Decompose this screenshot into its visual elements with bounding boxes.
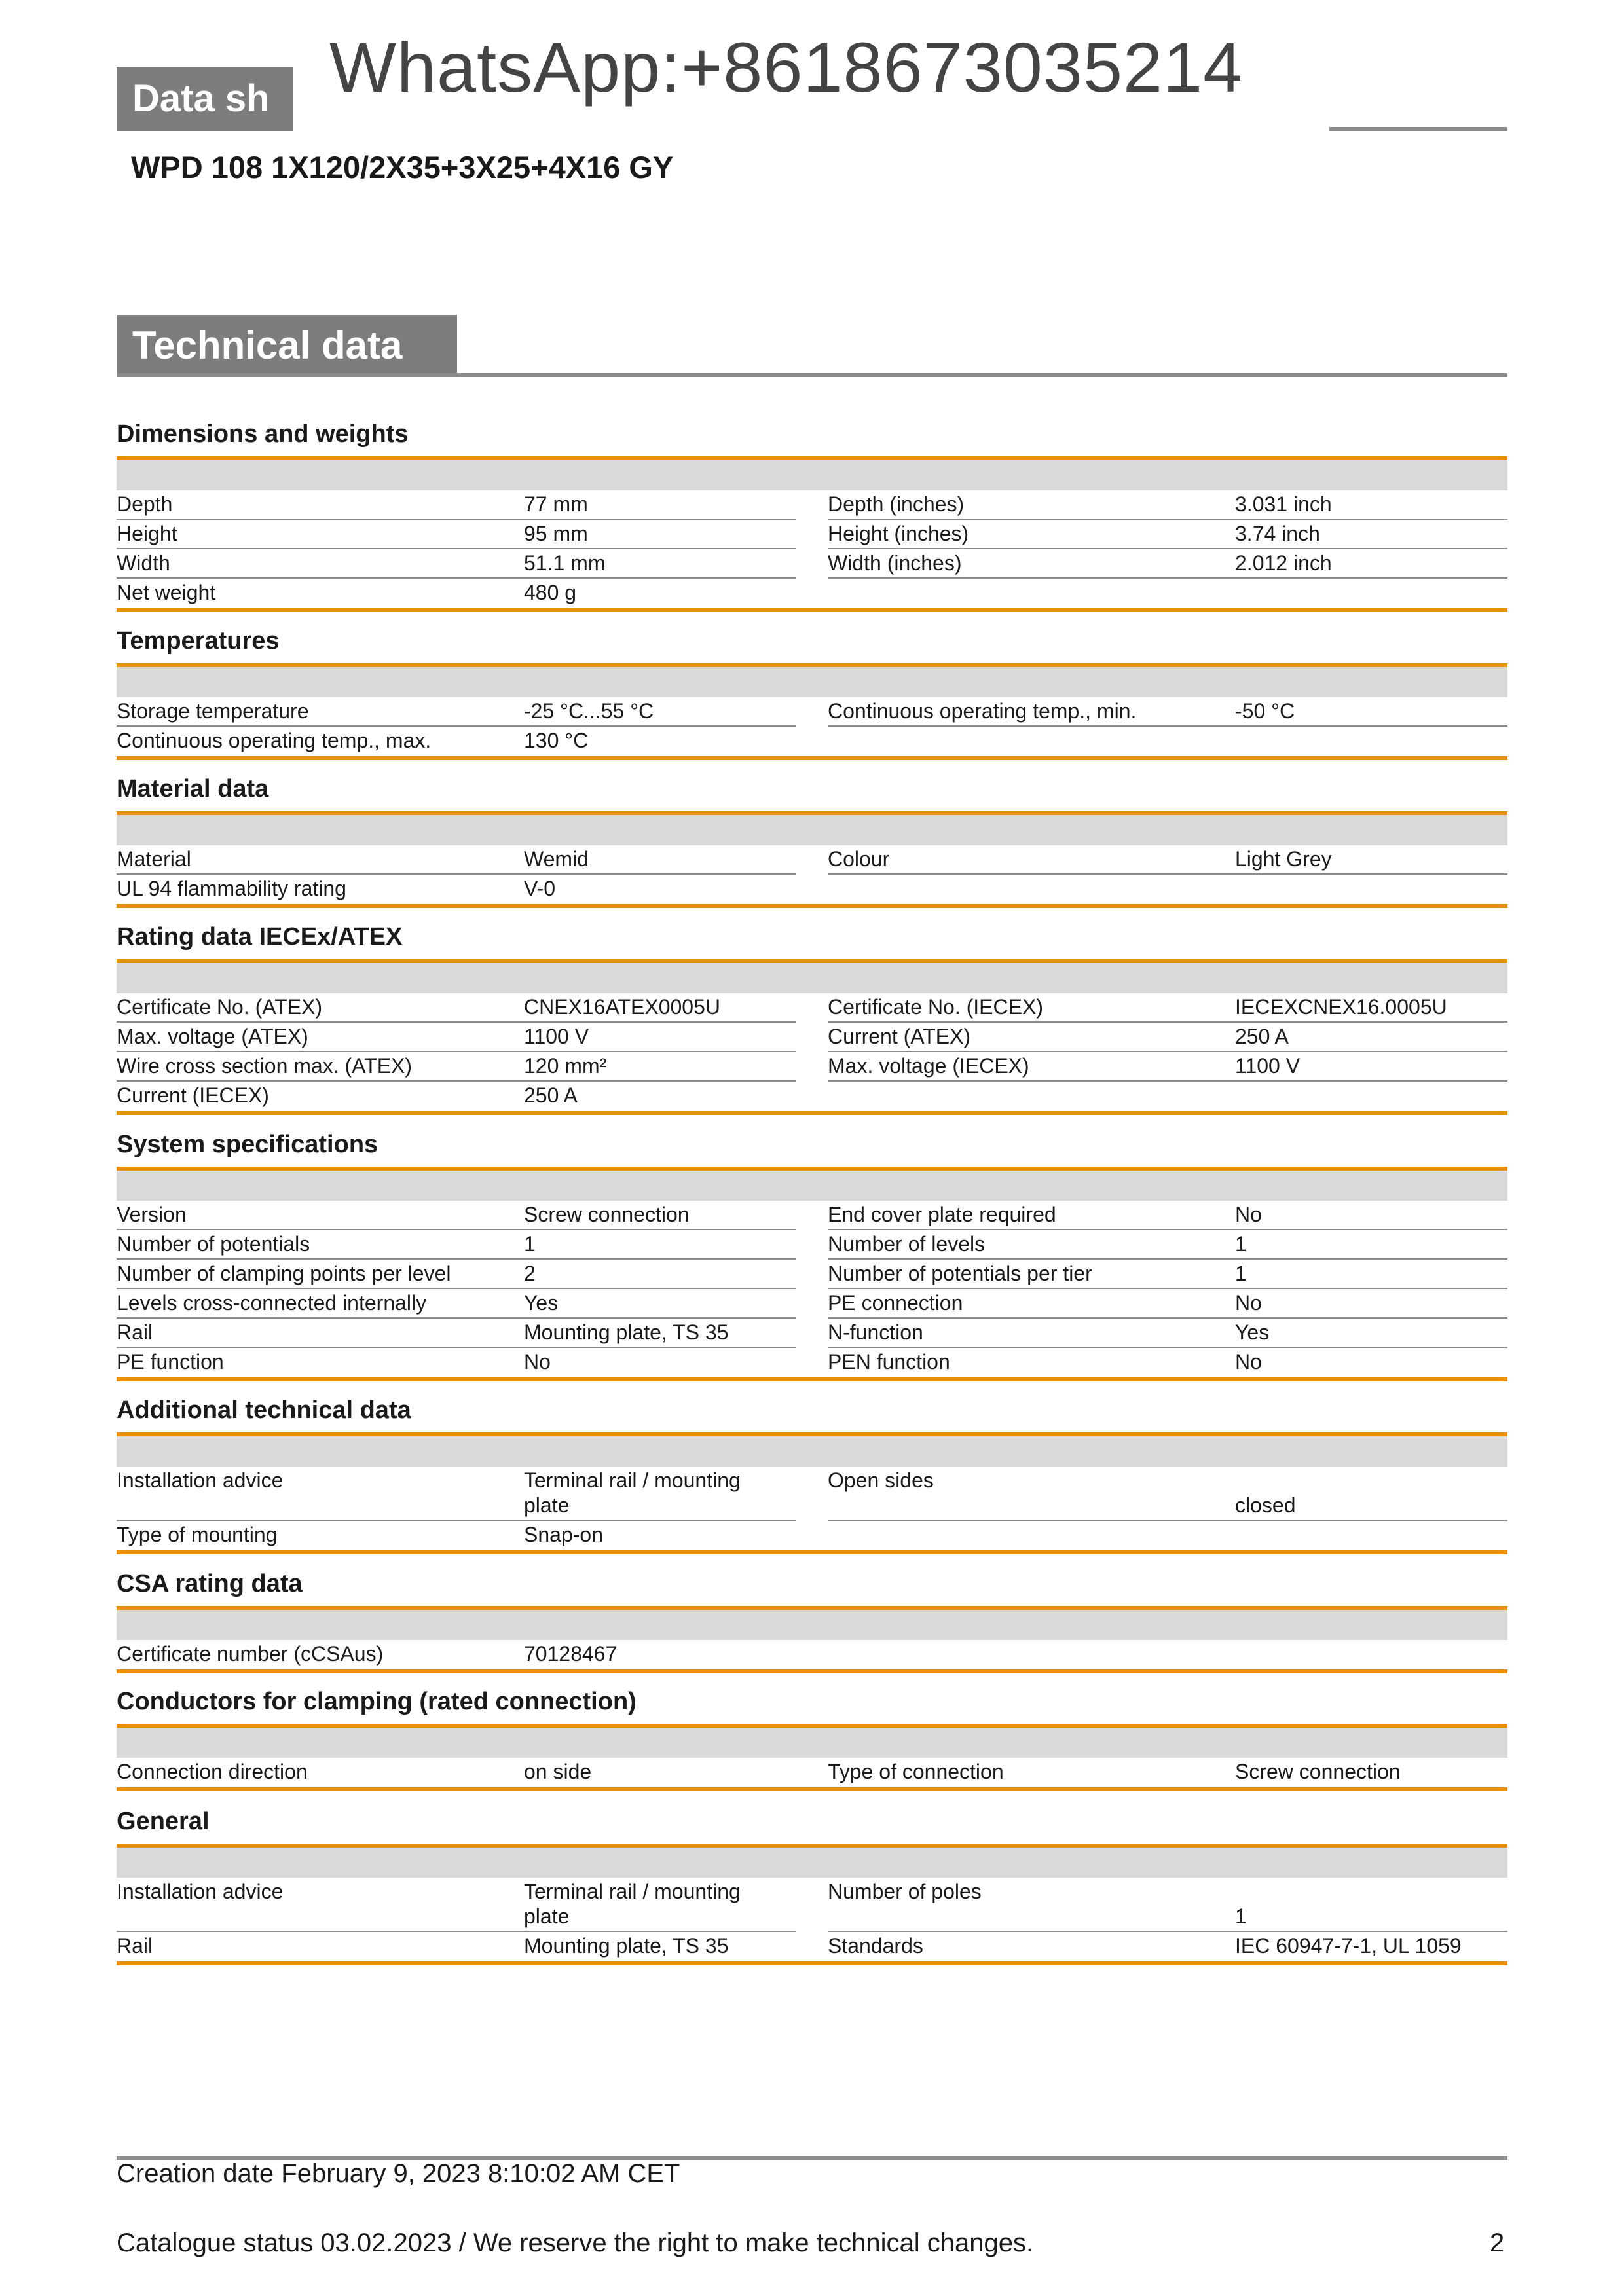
spec-label: Net weight xyxy=(117,581,216,604)
row-divider xyxy=(828,577,1507,579)
spec-value: No xyxy=(1235,1203,1262,1226)
spec-value: 3.031 inch xyxy=(1235,492,1332,516)
spec-label: Certificate number (cCSAus) xyxy=(117,1642,384,1666)
contact-overlay: WhatsApp:+8618673035214 xyxy=(298,0,1326,134)
page-number: 2 xyxy=(1490,2229,1505,2257)
spec-value: 250 A xyxy=(1235,1025,1289,1048)
row-divider xyxy=(828,548,1507,549)
spec-label: Standards xyxy=(828,1934,923,1958)
row-divider xyxy=(117,725,796,727)
spec-value: 95 mm xyxy=(524,522,588,545)
section-header-band xyxy=(117,1171,1507,1201)
row-divider xyxy=(117,1080,796,1082)
spec-label: Max. voltage (IECEX) xyxy=(828,1054,1029,1078)
spec-label: N-function xyxy=(828,1321,923,1344)
section-header-band xyxy=(117,1848,1507,1878)
section-bottom-rule xyxy=(117,1961,1507,1965)
row-divider xyxy=(117,873,796,875)
spec-value: 1100 V xyxy=(1235,1054,1301,1078)
row-divider xyxy=(828,1520,1507,1521)
spec-value: No xyxy=(1235,1350,1262,1374)
product-title: WPD 108 1X120/2X35+3X25+4X16 GY xyxy=(131,150,674,185)
spec-value: 51.1 mm xyxy=(524,551,606,575)
spec-value: No xyxy=(524,1350,551,1374)
datasheet-header-tag: Data sh xyxy=(117,67,293,131)
row-divider xyxy=(117,1931,796,1932)
spec-label: End cover plate required xyxy=(828,1203,1056,1226)
row-divider xyxy=(117,577,796,579)
spec-value: closed xyxy=(1235,1493,1296,1517)
section-title: Material data xyxy=(117,775,269,803)
spec-label: Storage temperature xyxy=(117,699,309,723)
spec-value: 250 A xyxy=(524,1084,578,1107)
spec-label: Width (inches) xyxy=(828,551,962,575)
spec-value: 2 xyxy=(524,1262,536,1285)
spec-value: 1 xyxy=(1235,1904,1247,1928)
row-divider xyxy=(828,519,1507,520)
technical-data-divider xyxy=(117,373,1507,377)
spec-value: Yes xyxy=(1235,1321,1270,1344)
row-divider xyxy=(117,1347,796,1348)
spec-value: on side xyxy=(524,1760,592,1783)
row-divider xyxy=(828,1021,1507,1023)
section-header-band xyxy=(117,1436,1507,1467)
section-header-band xyxy=(117,963,1507,993)
spec-value: 1100 V xyxy=(524,1025,589,1048)
row-divider xyxy=(117,548,796,549)
spec-value: 2.012 inch xyxy=(1235,551,1332,575)
spec-label: Width xyxy=(117,551,170,575)
spec-label: Current (ATEX) xyxy=(828,1025,971,1048)
row-divider xyxy=(117,1317,796,1319)
spec-label: Height xyxy=(117,522,177,545)
section-bottom-rule xyxy=(117,1787,1507,1791)
spec-label: Version xyxy=(117,1203,187,1226)
spec-value: 480 g xyxy=(524,581,577,604)
spec-label: Depth (inches) xyxy=(828,492,965,516)
spec-label: Certificate No. (IECEX) xyxy=(828,995,1043,1019)
section-title: Additional technical data xyxy=(117,1396,411,1424)
spec-label: Type of mounting xyxy=(117,1523,278,1546)
spec-label: Wire cross section max. (ATEX) xyxy=(117,1054,413,1078)
section-header-band xyxy=(117,1728,1507,1758)
section-bottom-rule xyxy=(117,1669,1507,1673)
spec-value: Mounting plate, TS 35 xyxy=(524,1934,729,1958)
spec-label: Current (IECEX) xyxy=(117,1084,269,1107)
section-bottom-rule xyxy=(117,1377,1507,1381)
technical-data-heading: Technical data xyxy=(117,315,457,376)
creation-date: Creation date February 9, 2023 8:10:02 AM CET xyxy=(117,2159,680,2188)
section-bottom-rule xyxy=(117,1111,1507,1115)
spec-value: V-0 xyxy=(524,877,556,900)
section-title: General xyxy=(117,1808,210,1835)
row-divider xyxy=(828,1347,1507,1348)
section-bottom-rule xyxy=(117,756,1507,760)
spec-label: Colour xyxy=(828,847,890,871)
spec-value: No xyxy=(1235,1291,1262,1315)
section-title: System specifications xyxy=(117,1131,378,1158)
row-divider xyxy=(117,1051,796,1052)
spec-label: Rail xyxy=(117,1934,153,1958)
section-title: Dimensions and weights xyxy=(117,420,409,448)
spec-label: Continuous operating temp., min. xyxy=(828,699,1137,723)
spec-value: 130 °C xyxy=(524,729,589,752)
spec-value: 3.74 inch xyxy=(1235,522,1320,545)
spec-value: Screw connection xyxy=(524,1203,690,1226)
row-divider xyxy=(117,1288,796,1289)
section-title: Rating data IECEx/ATEX xyxy=(117,923,403,951)
row-divider xyxy=(117,1258,796,1260)
spec-value: 77 mm xyxy=(524,492,588,516)
spec-label: Continuous operating temp., max. xyxy=(117,729,432,752)
spec-value: Mounting plate, TS 35 xyxy=(524,1321,729,1344)
row-divider xyxy=(828,1317,1507,1319)
spec-value: -50 °C xyxy=(1235,699,1295,723)
spec-label: Material xyxy=(117,847,191,871)
spec-value: 1 xyxy=(524,1232,536,1256)
spec-label: Certificate No. (ATEX) xyxy=(117,995,323,1019)
spec-label: PE function xyxy=(117,1350,224,1374)
spec-value: Yes xyxy=(524,1291,559,1315)
spec-value: Wemid xyxy=(524,847,589,871)
row-divider xyxy=(828,1080,1507,1082)
spec-label: Levels cross-connected internally xyxy=(117,1291,427,1315)
spec-value: Snap-on xyxy=(524,1523,603,1546)
spec-value: 70128467 xyxy=(524,1642,618,1666)
spec-label: Max. voltage (ATEX) xyxy=(117,1025,308,1048)
spec-label: Rail xyxy=(117,1321,153,1344)
catalogue-status: Catalogue status 03.02.2023 / We reserve the right to make technical changes. xyxy=(117,2229,1034,2257)
section-title: Temperatures xyxy=(117,627,280,655)
spec-label: Height (inches) xyxy=(828,522,969,545)
spec-value: IECEXCNEX16.0005U xyxy=(1235,995,1447,1019)
row-divider xyxy=(117,1520,796,1521)
spec-value: Terminal rail / mounting plate xyxy=(524,1468,741,1517)
header-divider xyxy=(1329,127,1507,131)
spec-label: Type of connection xyxy=(828,1760,1004,1783)
row-divider xyxy=(828,873,1507,875)
spec-value: -25 °C...55 °C xyxy=(524,699,654,723)
row-divider xyxy=(117,1229,796,1230)
section-title: CSA rating data xyxy=(117,1570,303,1597)
spec-value: Terminal rail / mounting plate xyxy=(524,1880,741,1928)
row-divider xyxy=(828,1051,1507,1052)
row-divider xyxy=(828,1229,1507,1230)
spec-value: 1 xyxy=(1235,1262,1247,1285)
spec-value: 120 mm² xyxy=(524,1054,607,1078)
section-bottom-rule xyxy=(117,904,1507,908)
spec-label: Depth xyxy=(117,492,173,516)
spec-value: CNEX16ATEX0005U xyxy=(524,995,720,1019)
spec-value: IEC 60947-7-1, UL 1059 xyxy=(1235,1934,1462,1958)
spec-label: Number of clamping points per level xyxy=(117,1262,451,1285)
spec-label: Installation advice xyxy=(117,1468,284,1492)
spec-value: Screw connection xyxy=(1235,1760,1401,1783)
row-divider xyxy=(828,725,1507,727)
spec-label: UL 94 flammability rating xyxy=(117,877,346,900)
row-divider xyxy=(828,1288,1507,1289)
row-divider xyxy=(117,1021,796,1023)
spec-label: PE connection xyxy=(828,1291,963,1315)
spec-label: Number of levels xyxy=(828,1232,986,1256)
spec-label: Number of potentials per tier xyxy=(828,1262,1092,1285)
spec-label: Number of potentials xyxy=(117,1232,310,1256)
spec-value: 1 xyxy=(1235,1232,1247,1256)
row-divider xyxy=(828,1258,1507,1260)
spec-label: Installation advice xyxy=(117,1880,284,1903)
row-divider xyxy=(117,519,796,520)
section-header-band xyxy=(117,667,1507,697)
section-bottom-rule xyxy=(117,1550,1507,1554)
section-header-band xyxy=(117,460,1507,490)
spec-label: PEN function xyxy=(828,1350,950,1374)
spec-value: Light Grey xyxy=(1235,847,1332,871)
section-bottom-rule xyxy=(117,608,1507,612)
row-divider xyxy=(828,1931,1507,1932)
section-header-band xyxy=(117,1610,1507,1640)
section-title: Conductors for clamping (rated connection) xyxy=(117,1688,637,1715)
spec-label: Open sides xyxy=(828,1468,934,1492)
section-header-band xyxy=(117,815,1507,845)
spec-label: Number of poles xyxy=(828,1880,982,1903)
spec-label: Connection direction xyxy=(117,1760,308,1783)
